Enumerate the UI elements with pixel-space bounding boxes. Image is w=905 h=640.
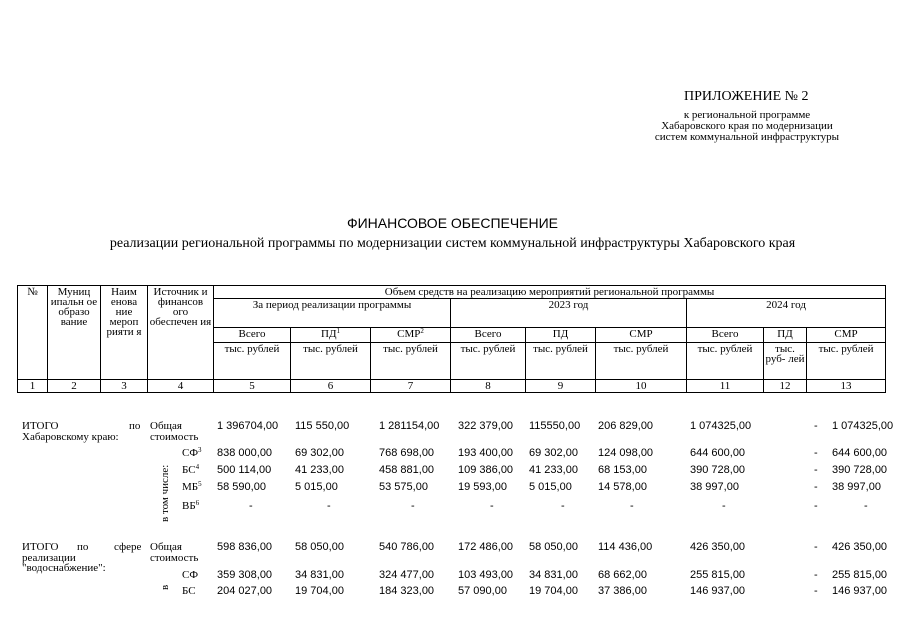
total-value-cell: 1 074325,00 <box>690 420 752 432</box>
value-cell: 390 728,00 <box>690 464 746 476</box>
value-cell: - <box>814 585 818 597</box>
value-cell: 146 937,00 <box>832 585 888 597</box>
header-pd-label: ПД <box>321 328 337 340</box>
value-cell: - <box>630 500 634 512</box>
column-number: 3 <box>101 380 148 393</box>
value-cell: 41 233,00 <box>529 464 578 476</box>
funding-code-label: СФ <box>182 569 199 581</box>
value-cell: 41 233,00 <box>295 464 344 476</box>
value-cell: 838 000,00 <box>217 447 273 459</box>
column-number: 12 <box>764 380 807 393</box>
value-cell: 124 098,00 <box>598 447 654 459</box>
header-smr-label: СМР <box>397 328 421 340</box>
total-value-cell: 115550,00 <box>529 420 581 432</box>
value-cell: 37 386,00 <box>598 585 647 597</box>
value-cell: 184 323,00 <box>379 585 435 597</box>
group-label: реализации <box>22 552 76 564</box>
value-cell: - <box>561 500 565 512</box>
column-number: 7 <box>371 380 451 393</box>
group-label: ИТОГО <box>22 541 59 553</box>
value-cell: 109 386,00 <box>458 464 514 476</box>
footnote-mark: 6 <box>195 499 200 507</box>
column-number: 2 <box>48 380 101 393</box>
column-number-row <box>18 380 886 393</box>
value-cell: - <box>864 500 868 512</box>
total-value-cell: 540 786,00 <box>379 541 435 553</box>
header-year-2024: 2024 год <box>687 299 886 328</box>
funding-code-label: ВБ <box>182 500 196 512</box>
total-value-cell: 114 436,00 <box>598 541 653 553</box>
footnote-mark: 3 <box>198 446 202 454</box>
header-measure: Наим енова ние мероп рияти я <box>101 286 148 380</box>
appendix-line: к региональной программе <box>683 109 811 121</box>
total-value-cell: 1 281154,00 <box>379 420 440 432</box>
value-cell: 204 027,00 <box>217 585 273 597</box>
value-cell: 58 590,00 <box>217 481 266 493</box>
value-cell: 57 090,00 <box>458 585 507 597</box>
header-unit-short: тыс. руб- лей <box>764 343 807 380</box>
header-unit: тыс. рублей <box>291 343 371 380</box>
footnote-mark: 5 <box>198 480 202 488</box>
value-cell: 644 600,00 <box>690 447 746 459</box>
total-value-cell: 1 074325,00 <box>832 420 894 432</box>
group-label: по <box>129 420 141 432</box>
value-cell: 38 997,00 <box>832 481 881 493</box>
value-cell: - <box>814 500 818 512</box>
group-label: сфере <box>114 541 142 553</box>
funding-code <box>182 447 202 459</box>
total-cost-label: Общая <box>150 541 182 553</box>
value-cell: 53 575,00 <box>379 481 428 493</box>
funding-code <box>182 464 199 476</box>
header-unit: тыс. рублей <box>596 343 687 380</box>
footnote-mark: 2 <box>420 327 424 335</box>
value-cell: 34 831,00 <box>529 569 578 581</box>
column-number: 10 <box>596 380 687 393</box>
value-cell: - <box>814 447 818 459</box>
total-value-cell: 1 396704,00 <box>217 420 279 432</box>
value-cell: 68 662,00 <box>598 569 647 581</box>
value-cell: 146 937,00 <box>690 585 746 597</box>
header-pd: ПД <box>764 328 807 343</box>
total-value-cell: - <box>814 541 818 553</box>
column-number: 13 <box>807 380 886 393</box>
value-cell: 324 477,00 <box>379 569 435 581</box>
value-cell: 5 015,00 <box>295 481 338 493</box>
value-cell: 69 302,00 <box>295 447 344 459</box>
column-number: 8 <box>451 380 526 393</box>
header-year-2023: 2023 год <box>451 299 687 328</box>
header-unit: тыс. рублей <box>451 343 526 380</box>
total-value-cell: - <box>814 420 818 432</box>
value-cell: 193 400,00 <box>458 447 514 459</box>
funding-code-label: МБ <box>182 481 199 493</box>
value-cell: - <box>249 500 253 512</box>
value-cell: 68 153,00 <box>598 464 647 476</box>
header-pd <box>291 328 371 343</box>
column-number: 11 <box>687 380 764 393</box>
total-cost-label: стоимость <box>150 431 199 443</box>
footnote-mark: 1 <box>336 327 340 335</box>
group-label: Хабаровскому краю: <box>22 431 119 443</box>
value-cell: - <box>814 481 818 493</box>
total-value-cell: 206 829,00 <box>598 420 654 432</box>
value-cell: 69 302,00 <box>529 447 578 459</box>
total-value-cell: 426 350,00 <box>690 541 746 553</box>
group-label: "водоснабжение": <box>22 562 106 574</box>
header-unit: тыс. рублей <box>687 343 764 380</box>
header-smr: СМР <box>807 328 886 343</box>
header-source: Источник и финансов ого обеспечен ия <box>148 286 214 380</box>
value-cell: - <box>722 500 726 512</box>
appendix-subtitle <box>637 110 857 143</box>
value-cell: 5 015,00 <box>529 481 572 493</box>
column-number: 9 <box>526 380 596 393</box>
group-label: ИТОГО <box>22 420 59 432</box>
value-cell: 390 728,00 <box>832 464 888 476</box>
value-cell: 34 831,00 <box>295 569 344 581</box>
header-period: За период реализации программы <box>214 299 451 328</box>
value-cell: 359 308,00 <box>217 569 273 581</box>
value-cell: 768 698,00 <box>379 447 435 459</box>
total-value-cell: 58 050,00 <box>529 541 578 553</box>
value-cell: - <box>814 569 818 581</box>
funding-code-label: СФ <box>182 447 199 459</box>
column-number: 6 <box>291 380 371 393</box>
value-cell: 19 593,00 <box>458 481 507 493</box>
value-cell: 103 493,00 <box>458 569 514 581</box>
value-cell: 255 815,00 <box>690 569 746 581</box>
column-number: 5 <box>214 380 291 393</box>
header-unit: тыс. рублей <box>526 343 596 380</box>
header-smr: СМР <box>596 328 687 343</box>
total-cost-label: Общая <box>150 420 182 432</box>
funding-code <box>182 481 202 493</box>
header-volume: Объем средств на реализацию мероприятий региональной программы <box>214 286 886 299</box>
value-cell: 38 997,00 <box>690 481 739 493</box>
footnote-mark: 4 <box>195 463 200 471</box>
document-subtitle: реализации региональной программы по модернизации систем коммунальной инфраструктуры Хабаровского края <box>109 236 796 251</box>
value-cell: 644 600,00 <box>832 447 888 459</box>
in-that-number-label: в <box>159 584 171 590</box>
column-number: 4 <box>148 380 214 393</box>
total-value-cell: 172 486,00 <box>458 541 514 553</box>
header-pd: ПД <box>526 328 596 343</box>
value-cell: 19 704,00 <box>295 585 344 597</box>
funding-code <box>182 500 199 512</box>
total-value-cell: 322 379,00 <box>458 420 514 432</box>
value-cell: - <box>814 464 818 476</box>
value-cell: - <box>490 500 494 512</box>
document-title: ФИНАНСОВОЕ ОБЕСПЕЧЕНИЕ <box>346 215 559 231</box>
value-cell: 500 114,00 <box>217 464 272 476</box>
header-total: Всего <box>214 328 291 343</box>
appendix-line: Хабаровского края по модернизации <box>661 120 833 132</box>
total-cost-label: стоимость <box>150 552 199 564</box>
header-smr <box>371 328 451 343</box>
funding-code <box>182 569 198 581</box>
funding-code-label: БС <box>182 585 196 597</box>
appendix-title: ПРИЛОЖЕНИЕ № 2 <box>684 89 809 104</box>
value-cell: - <box>327 500 331 512</box>
value-cell: 458 881,00 <box>379 464 435 476</box>
value-cell: 19 704,00 <box>529 585 578 597</box>
header-unit: тыс. рублей <box>214 343 291 380</box>
column-number: 1 <box>18 380 48 393</box>
header-total: Всего <box>687 328 764 343</box>
header-total: Всего <box>451 328 526 343</box>
total-value-cell: 598 836,00 <box>217 541 273 553</box>
header-unit: тыс. рублей <box>807 343 886 380</box>
value-cell: 255 815,00 <box>832 569 888 581</box>
header-number: № <box>18 286 48 380</box>
appendix-line: систем коммунальной инфраструктуры <box>654 131 840 143</box>
total-value-cell: 58 050,00 <box>295 541 344 553</box>
finance-table-header <box>17 285 886 393</box>
funding-code-label: БС <box>182 464 196 476</box>
header-unit: тыс. рублей <box>371 343 451 380</box>
value-cell: - <box>411 500 415 512</box>
group-label: по <box>77 541 89 553</box>
funding-code <box>182 585 196 597</box>
header-municipality: Муниц ипальн ое образо вание <box>48 286 101 380</box>
total-value-cell: 426 350,00 <box>832 541 888 553</box>
value-cell: 14 578,00 <box>598 481 647 493</box>
total-value-cell: 115 550,00 <box>295 420 350 432</box>
in-that-number-label: в том числе: <box>159 464 171 522</box>
